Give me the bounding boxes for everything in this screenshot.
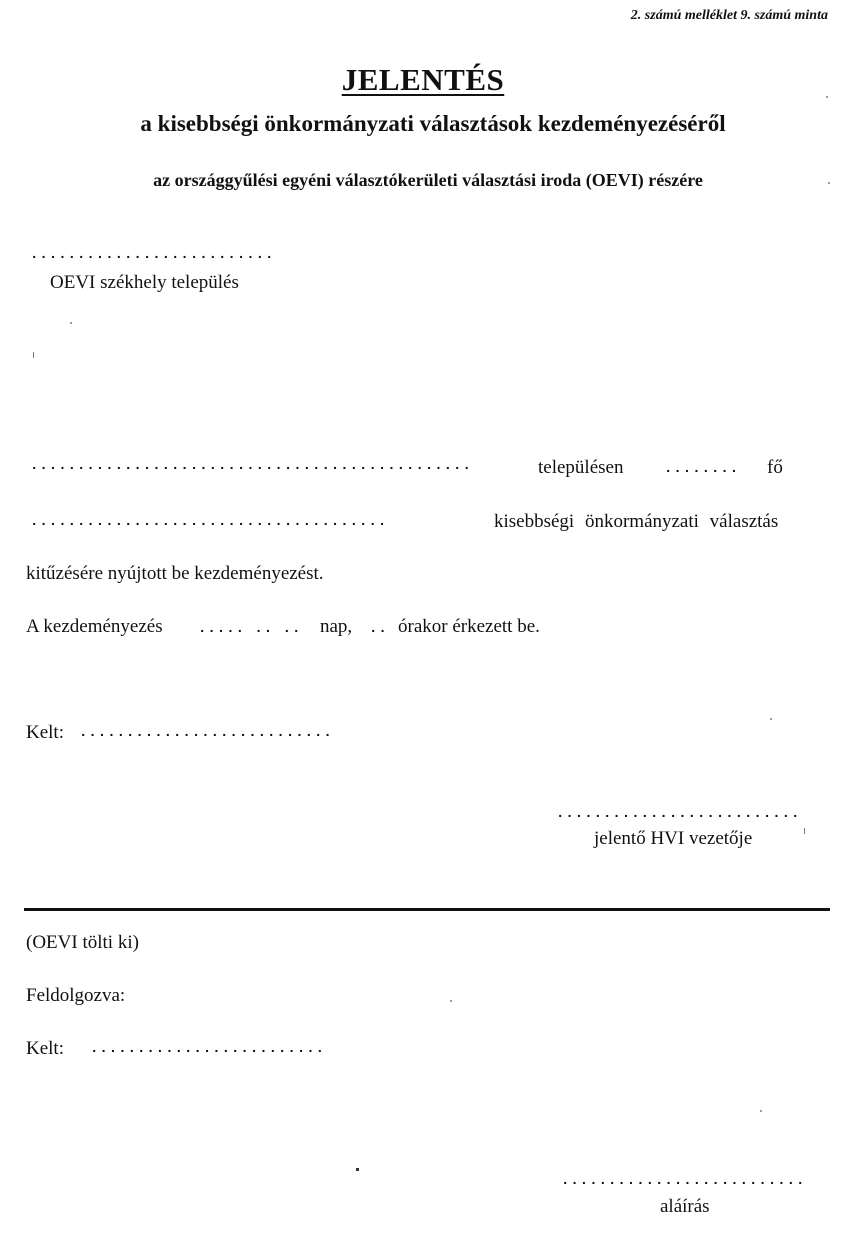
date-label: Kelt: bbox=[26, 722, 64, 743]
seat-fill-line[interactable]: .......................... bbox=[30, 247, 275, 263]
recipient-line: az országgyűlési egyéni választókerületi választási iroda (OEVI) részére bbox=[153, 170, 703, 190]
headcount-fill-line[interactable]: ........ bbox=[664, 461, 740, 477]
oevi-signature-label: aláírás bbox=[660, 1196, 710, 1217]
scan-speck bbox=[70, 322, 72, 324]
scan-speck bbox=[826, 96, 828, 98]
oevi-date-label: Kelt: bbox=[26, 1038, 64, 1059]
date-signed-fill-line[interactable]: ........................... bbox=[79, 725, 333, 741]
settlement-fill-line[interactable]: ............................................... bbox=[30, 458, 472, 474]
day-text: nap, bbox=[320, 616, 353, 637]
section-divider bbox=[24, 908, 830, 911]
scan-speck bbox=[33, 352, 34, 358]
minority-fill-line[interactable]: ...................................... bbox=[30, 514, 388, 530]
scan-speck bbox=[450, 1000, 452, 1002]
scan-speck bbox=[356, 1168, 359, 1171]
signature-fill-line[interactable]: .......................... bbox=[556, 806, 801, 822]
arrival-text: órakor érkezett be. bbox=[398, 616, 540, 637]
oevi-section-heading: (OEVI tölti ki) bbox=[26, 932, 139, 953]
hour-fill-line[interactable]: .. bbox=[369, 621, 388, 637]
initiative-received-text: A kezdeményezés bbox=[26, 616, 163, 637]
form-subtitle: a kisebbségi önkormányzati választások kezdeményezéséről bbox=[140, 111, 726, 136]
scan-speck bbox=[770, 718, 772, 720]
scan-speck bbox=[804, 828, 805, 834]
persons-text: fő bbox=[767, 457, 783, 478]
processed-label: Feldolgozva: bbox=[26, 985, 126, 1006]
seat-label: OEVI székhely település bbox=[50, 272, 239, 293]
oevi-signature-fill-line[interactable]: .......................... bbox=[561, 1173, 806, 1189]
scan-speck bbox=[828, 182, 830, 184]
attachment-note: 2. számú melléklet 9. számú minta bbox=[630, 8, 828, 23]
initiative-text: kitűzésére nyújtott be kezdeményezést. bbox=[26, 563, 324, 584]
scan-speck bbox=[760, 1110, 762, 1112]
signature-label: jelentő HVI vezetője bbox=[594, 828, 753, 849]
settlement-text: településen bbox=[538, 457, 624, 478]
oevi-date-fill-line[interactable]: ......................... bbox=[90, 1041, 326, 1057]
election-type-text: kisebbségi önkormányzati választás bbox=[494, 511, 779, 532]
date-fill-line[interactable]: ..... .. .. bbox=[198, 621, 302, 637]
form-title: JELENTÉS bbox=[341, 62, 505, 97]
